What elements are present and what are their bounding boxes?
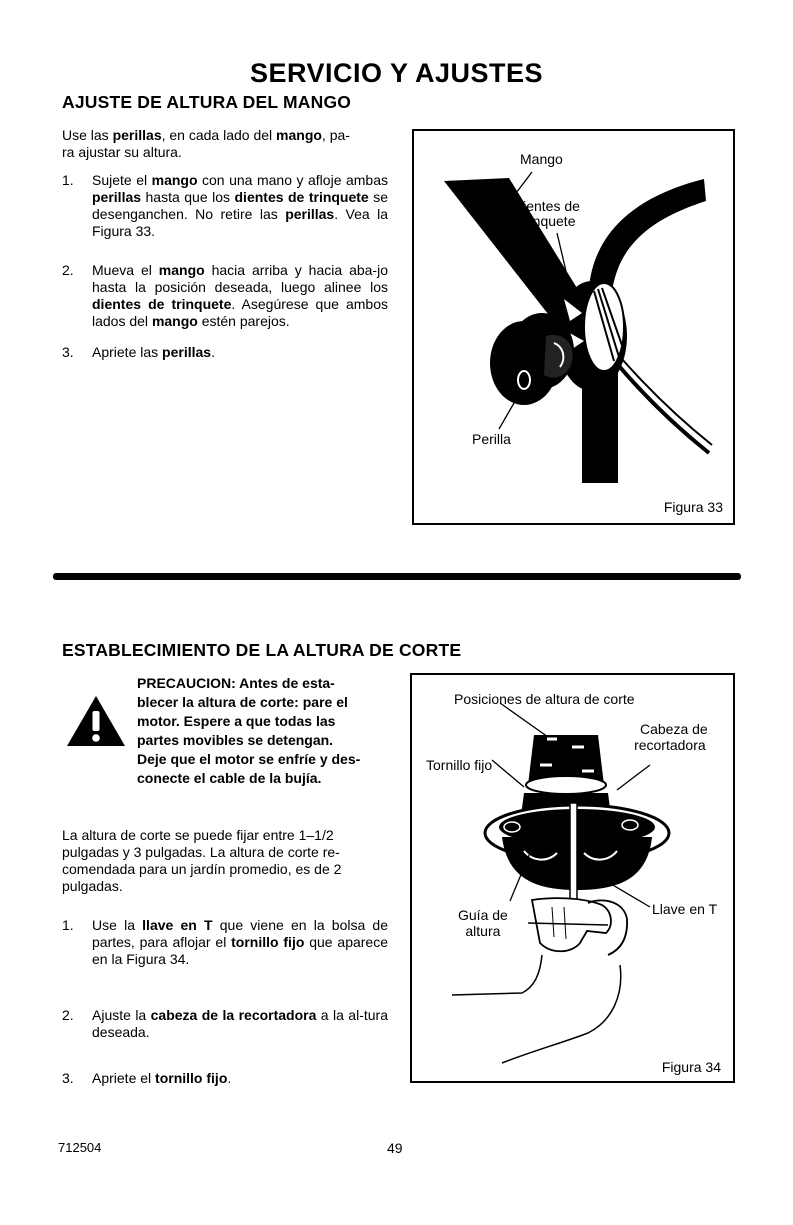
label-perilla: Perilla <box>472 431 511 447</box>
section1-step-1: 1. Sujete el mango con una mano y afloje ambas perillas hasta que los dientes de trinquete se desenganchen. No retire las perillas. Vea la Figura 33. <box>62 172 389 239</box>
section2-intro: La altura de corte se puede fijar entre 1–1/2 pulgadas y 3 pulgadas. La altura de corte re- comendada para un jardín promedio, es de 2 pulgadas. <box>62 827 342 894</box>
warning-triangle-icon <box>66 695 126 747</box>
label-cabeza-de-recortadora: Cabeza de recortadora <box>634 721 708 753</box>
section-heading-handle-height: AJUSTE DE ALTURA DEL MANGO <box>62 92 352 112</box>
label-mango: Mango <box>520 151 563 167</box>
document-number: 712504 <box>58 1140 102 1155</box>
section2-step-3: 3. Apriete el tornillo fijo. <box>62 1070 232 1086</box>
section1-step-2: 2. Mueva el mango hacia arriba y hacia aba-jo hasta la posición deseada, luego alinee los dientes de trinquete. Asegúrese que ambos lados del mango estén parejos. <box>62 262 388 329</box>
figure-33-caption: Figura 33 <box>663 499 723 515</box>
section1-step-3: 3. Apriete las perillas. <box>62 344 215 360</box>
figure-34 <box>410 673 735 1083</box>
figure-34-caption: Figura 34 <box>661 1059 721 1075</box>
section-heading-cut-height: ESTABLECIMIENTO DE LA ALTURA DE CORTE <box>62 640 462 660</box>
label-llave-en-t: Llave en T <box>652 901 718 917</box>
page-number: 49 <box>387 1140 403 1156</box>
figure-33 <box>412 129 735 525</box>
section2-step-2: 2. Ajuste la cabeza de la recortadora a la al-tura deseada. <box>62 1007 388 1040</box>
section-divider <box>53 573 741 580</box>
label-posiciones-de-altura-de-corte: Posiciones de altura de corte <box>454 691 635 707</box>
section2-step-1: 1. Use la llave en T que viene en la bolsa de partes, para aflojar el tornillo fijo que aparece en la Figura 34. <box>62 917 389 967</box>
label-tornillo-fijo: Tornillo fijo <box>426 757 493 773</box>
section1-intro: Use las perillas, en cada lado del mango, pa- ra ajustar su altura. <box>62 127 350 160</box>
label-guia-de-altura: Guía de altura <box>458 907 508 939</box>
warning-caution-text: PRECAUCION: Antes de esta- blecer la altura de corte: pare el motor. Espere a que todas las partes movibles se detengan. Deje que el motor se enfríe y des- conecte el cable de la bujía. <box>137 675 361 786</box>
label-dientes-de-trinquete: Dientes de trinquete <box>513 198 580 229</box>
page-title: SERVICIO Y AJUSTES <box>249 58 544 88</box>
handle-knob-illustration <box>414 131 733 523</box>
